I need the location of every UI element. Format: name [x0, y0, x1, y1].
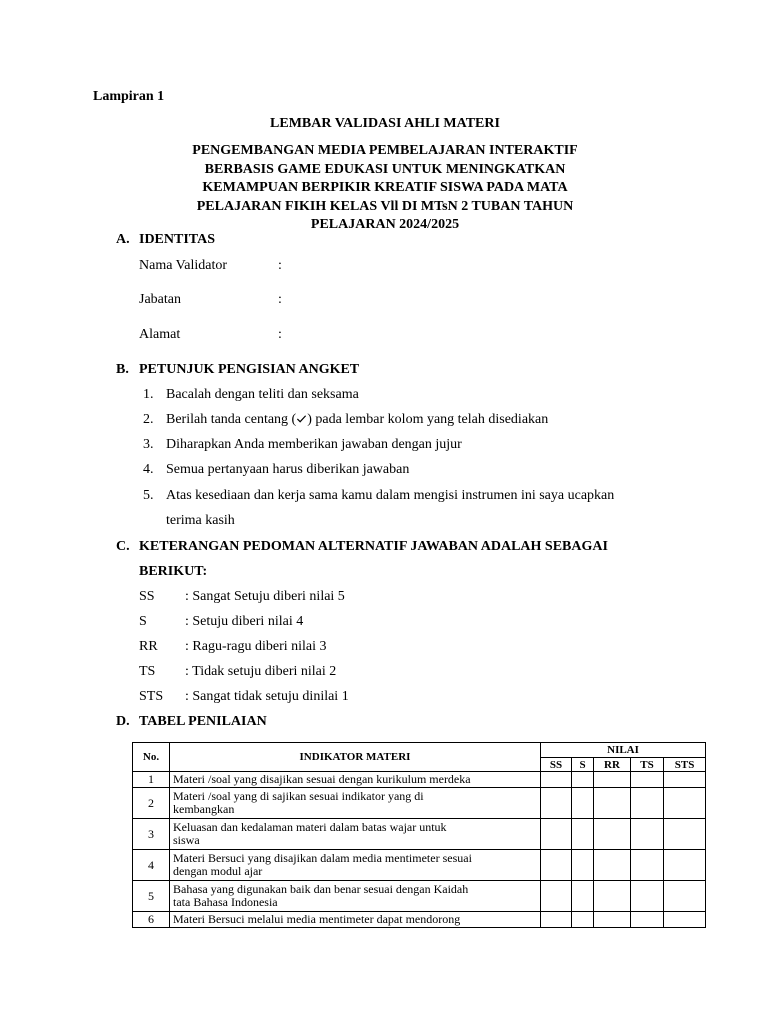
subtitle-line: PENGEMBANGAN MEDIA PEMBELAJARAN INTERAKTIF: [192, 143, 578, 158]
row-number: 5: [133, 881, 170, 912]
row-number: 6: [133, 912, 170, 928]
field-label-alamat: Alamat: [139, 327, 181, 342]
field-colon: :: [278, 292, 282, 307]
row-indicator-line: tata Bahasa Indonesia: [173, 895, 278, 909]
subtitle-line: PELAJARAN 2024/2025: [310, 217, 460, 232]
rating-cell-s[interactable]: [572, 912, 594, 928]
row-indicator-line: kembangkan: [173, 802, 235, 816]
rating-cell-s[interactable]: [572, 772, 594, 788]
row-indicator: [170, 850, 541, 881]
rating-cell-sts[interactable]: [664, 881, 706, 912]
rating-cell-s[interactable]: [572, 850, 594, 881]
legend-desc: : Tidak setuju diberi nilai 2: [185, 664, 337, 679]
row-indicator: [170, 881, 541, 912]
rating-cell-ss[interactable]: [541, 788, 572, 819]
field-label-nama-validator: Nama Validator: [139, 258, 227, 273]
legend-code: RR: [139, 639, 158, 654]
document-title: LEMBAR VALIDASI AHLI MATERI: [270, 116, 500, 131]
rating-cell-ts[interactable]: [631, 881, 664, 912]
field-colon: :: [278, 327, 282, 342]
section-c-letter: C.: [116, 539, 130, 554]
checkmark-icon: [296, 412, 307, 427]
section-a-letter: A.: [116, 232, 130, 247]
rating-cell-rr[interactable]: [594, 912, 631, 928]
rating-cell-ss[interactable]: [541, 881, 572, 912]
section-b-letter: B.: [116, 362, 129, 377]
rating-cell-ts[interactable]: [631, 788, 664, 819]
rating-cell-rr[interactable]: [594, 788, 631, 819]
list-number: 4.: [143, 462, 154, 477]
rating-cell-ss[interactable]: [541, 772, 572, 788]
row-indicator-line: Materi Bersuci yang disajikan dalam media mentimeter sesuai: [173, 851, 472, 865]
table-header-ss: SS: [541, 758, 572, 772]
table-header-nilai: NILAI: [541, 743, 706, 758]
rating-cell-sts[interactable]: [664, 788, 706, 819]
rating-cell-rr[interactable]: [594, 819, 631, 850]
table-row: [133, 881, 706, 912]
row-number: 1: [133, 772, 170, 788]
list-item-text: Berilah tanda centang (: [166, 412, 297, 427]
table-row: [133, 772, 706, 788]
table-row: [133, 850, 706, 881]
list-item-continuation: terima kasih: [166, 513, 235, 528]
section-b-title: PETUNJUK PENGISIAN ANGKET: [139, 362, 360, 377]
rating-cell-sts[interactable]: [664, 850, 706, 881]
section-d-letter: D.: [116, 714, 130, 729]
table-row: [133, 912, 706, 928]
legend-desc: : Sangat Setuju diberi nilai 5: [185, 589, 345, 604]
list-item: [166, 412, 548, 428]
row-indicator: [170, 819, 541, 850]
row-number: 2: [133, 788, 170, 819]
section-d-title: TABEL PENILAIAN: [139, 714, 267, 729]
subtitle-line: PELAJARAN FIKIH KELAS Vll DI MTsN 2 TUBAN TAHUN: [196, 198, 574, 214]
rating-cell-ts[interactable]: [631, 850, 664, 881]
list-number: 3.: [143, 437, 154, 452]
rating-cell-sts[interactable]: [664, 772, 706, 788]
legend-desc: : Sangat tidak setuju dinilai 1: [185, 689, 349, 704]
rating-cell-ss[interactable]: [541, 912, 572, 928]
list-item: Atas kesediaan dan kerja sama kamu dalam mengisi instrumen ini saya ucapkan: [166, 488, 615, 503]
row-indicator: [170, 772, 541, 788]
rating-cell-ss[interactable]: [541, 819, 572, 850]
rating-cell-s[interactable]: [572, 881, 594, 912]
table-row: [133, 788, 706, 819]
field-label-jabatan: Jabatan: [139, 292, 181, 307]
list-number: 2.: [143, 412, 154, 427]
list-item: Bacalah dengan teliti dan seksama: [166, 387, 359, 402]
row-indicator-line: Keluasan dan kedalaman materi dalam batas wajar untuk: [173, 820, 447, 834]
list-number: 5.: [143, 488, 154, 503]
row-indicator-line: Bahasa yang digunakan baik dan benar sesuai dengan Kaidah: [173, 882, 469, 896]
row-indicator-line: Materi /soal yang disajikan sesuai dengan kurikulum merdeka: [173, 772, 471, 786]
rating-cell-rr[interactable]: [594, 881, 631, 912]
list-item: Semua pertanyaan harus diberikan jawaban: [166, 462, 410, 477]
table-header-sts: STS: [664, 758, 706, 772]
section-c-title: KETERANGAN PEDOMAN ALTERNATIF JAWABAN ADALAH SEBAGAI: [139, 539, 608, 554]
table-row: [133, 819, 706, 850]
rating-cell-ss[interactable]: [541, 850, 572, 881]
section-a-title: IDENTITAS: [139, 232, 215, 247]
rating-cell-rr[interactable]: [594, 850, 631, 881]
table-header-rr: RR: [594, 758, 631, 772]
table-header-ts: TS: [631, 758, 664, 772]
row-indicator-line: siswa: [173, 833, 200, 847]
legend-code: SS: [139, 589, 155, 604]
table-header-no: No.: [133, 743, 170, 772]
rating-cell-sts[interactable]: [664, 912, 706, 928]
rating-cell-s[interactable]: [572, 788, 594, 819]
document-subtitle: [140, 142, 630, 235]
legend-desc: : Ragu-ragu diberi nilai 3: [185, 639, 327, 654]
legend-code: S: [139, 614, 147, 629]
rating-cell-sts[interactable]: [664, 819, 706, 850]
row-indicator-line: dengan modul ajar: [173, 864, 263, 878]
lampiran-label: Lampiran 1: [93, 89, 165, 104]
rating-cell-rr[interactable]: [594, 772, 631, 788]
subtitle-line: KEMAMPUAN BERPIKIR KREATIF SISWA PADA MATA: [202, 180, 568, 195]
field-colon: :: [278, 258, 282, 273]
rating-cell-ts[interactable]: [631, 819, 664, 850]
rating-cell-ts[interactable]: [631, 772, 664, 788]
table-header-indikator: INDIKATOR MATERI: [170, 743, 541, 772]
legend-code: TS: [139, 664, 156, 679]
list-item-text: ) pada lembar kolom yang telah disediakan: [307, 412, 549, 427]
row-indicator: [170, 912, 541, 928]
legend-desc: : Setuju diberi nilai 4: [185, 614, 304, 629]
legend-code: STS: [139, 689, 164, 704]
section-c-title-cont: BERIKUT:: [139, 564, 208, 579]
rating-cell-ts[interactable]: [631, 912, 664, 928]
rating-cell-s[interactable]: [572, 819, 594, 850]
assessment-table: [132, 742, 706, 928]
row-indicator: [170, 788, 541, 819]
table-header-s: S: [572, 758, 594, 772]
row-indicator-line: Materi /soal yang di sajikan sesuai indikator yang di: [173, 789, 424, 803]
subtitle-line: BERBASIS GAME EDUKASI UNTUK MENINGKATKAN: [204, 161, 566, 177]
list-item: Diharapkan Anda memberikan jawaban dengan jujur: [166, 437, 462, 452]
list-number: 1.: [143, 387, 154, 402]
row-number: 4: [133, 850, 170, 881]
row-indicator-line: Materi Bersuci melalui media mentimeter dapat mendorong: [173, 912, 461, 926]
row-number: 3: [133, 819, 170, 850]
